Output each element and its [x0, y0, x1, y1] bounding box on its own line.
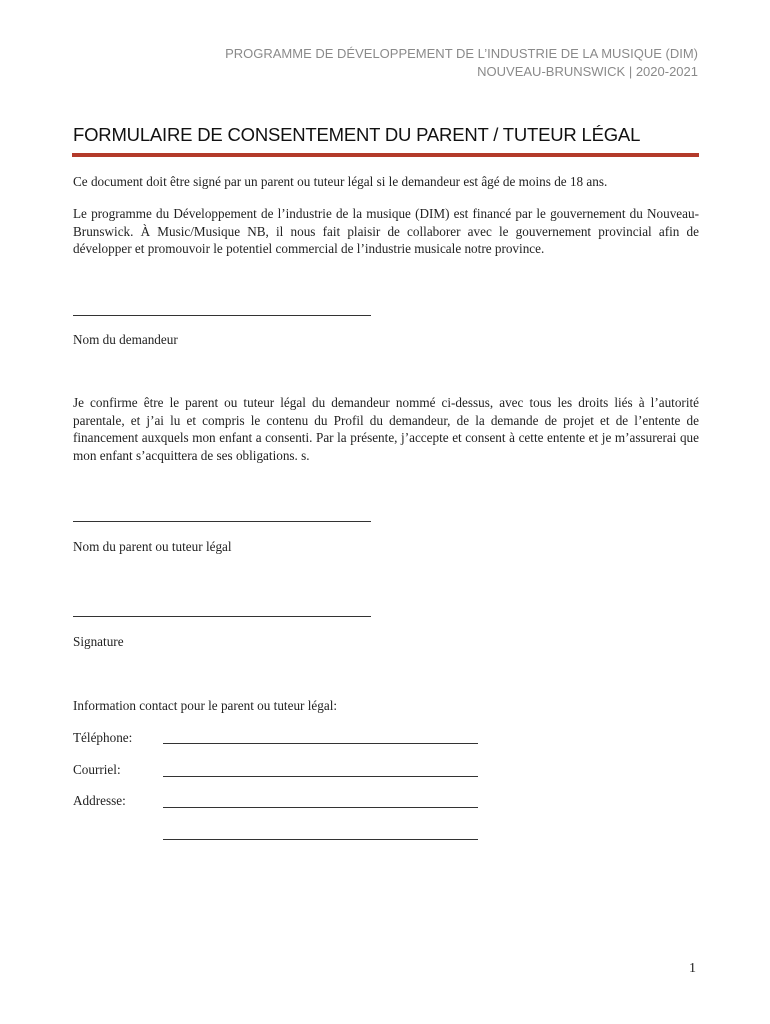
header-region-line: NOUVEAU-BRUNSWICK | 2020-2021: [477, 64, 698, 79]
header-program-line: PROGRAMME DE DÉVELOPPEMENT DE L’INDUSTRIE DE LA MUSIQUE (DIM): [225, 46, 698, 61]
guardian-name-line[interactable]: [73, 521, 371, 522]
applicant-name-line[interactable]: [73, 315, 371, 316]
address-label: Addresse:: [73, 793, 126, 808]
phone-field-line[interactable]: [163, 743, 478, 744]
program-paragraph: Le programme du Développement de l’industrie de la musique (DIM) est financé par le gouvernement du Nouveau-Brunswick. À Music/Musique NB, il nous fait plaisir de collaborer avec le gouvernement provincial afin de développer et promouvoir le potentiel commercial de l’industrie musicale notre province.: [73, 206, 699, 256]
email-field-line[interactable]: [163, 776, 478, 777]
address-field-line-2[interactable]: [163, 839, 478, 840]
applicant-name-label: Nom du demandeur: [73, 332, 178, 347]
contact-heading: Information contact pour le parent ou tuteur légal:: [73, 698, 338, 713]
intro-paragraph: Ce document doit être signé par un parent ou tuteur légal si le demandeur est âgé de moins de 18 ans.: [73, 174, 608, 189]
signature-line[interactable]: [73, 616, 371, 617]
email-label: Courriel:: [73, 762, 121, 777]
signature-label: Signature: [73, 634, 124, 649]
address-field-line-1[interactable]: [163, 807, 478, 808]
title-rule: [72, 153, 699, 157]
page-number: 1: [689, 961, 696, 976]
form-title: FORMULAIRE DE CONSENTEMENT DU PARENT / TUTEUR LÉGAL: [73, 124, 641, 145]
consent-paragraph: Je confirme être le parent ou tuteur légal du demandeur nommé ci-dessus, avec tous les droits liés à l’autorité parentale, et j’ai lu et compris le contenu du Profil du demandeur, de la demande de projet et de l’entente de financement auxquels mon enfant a consenti. Par la présente, j’accepte et consent à cette entente et je m’assurerai que mon enfant s’acquittera de ses obligations. s.: [73, 395, 699, 463]
guardian-name-label: Nom du parent ou tuteur légal: [73, 539, 232, 554]
document-header: [225, 45, 698, 81]
phone-label: Téléphone:: [73, 730, 133, 745]
